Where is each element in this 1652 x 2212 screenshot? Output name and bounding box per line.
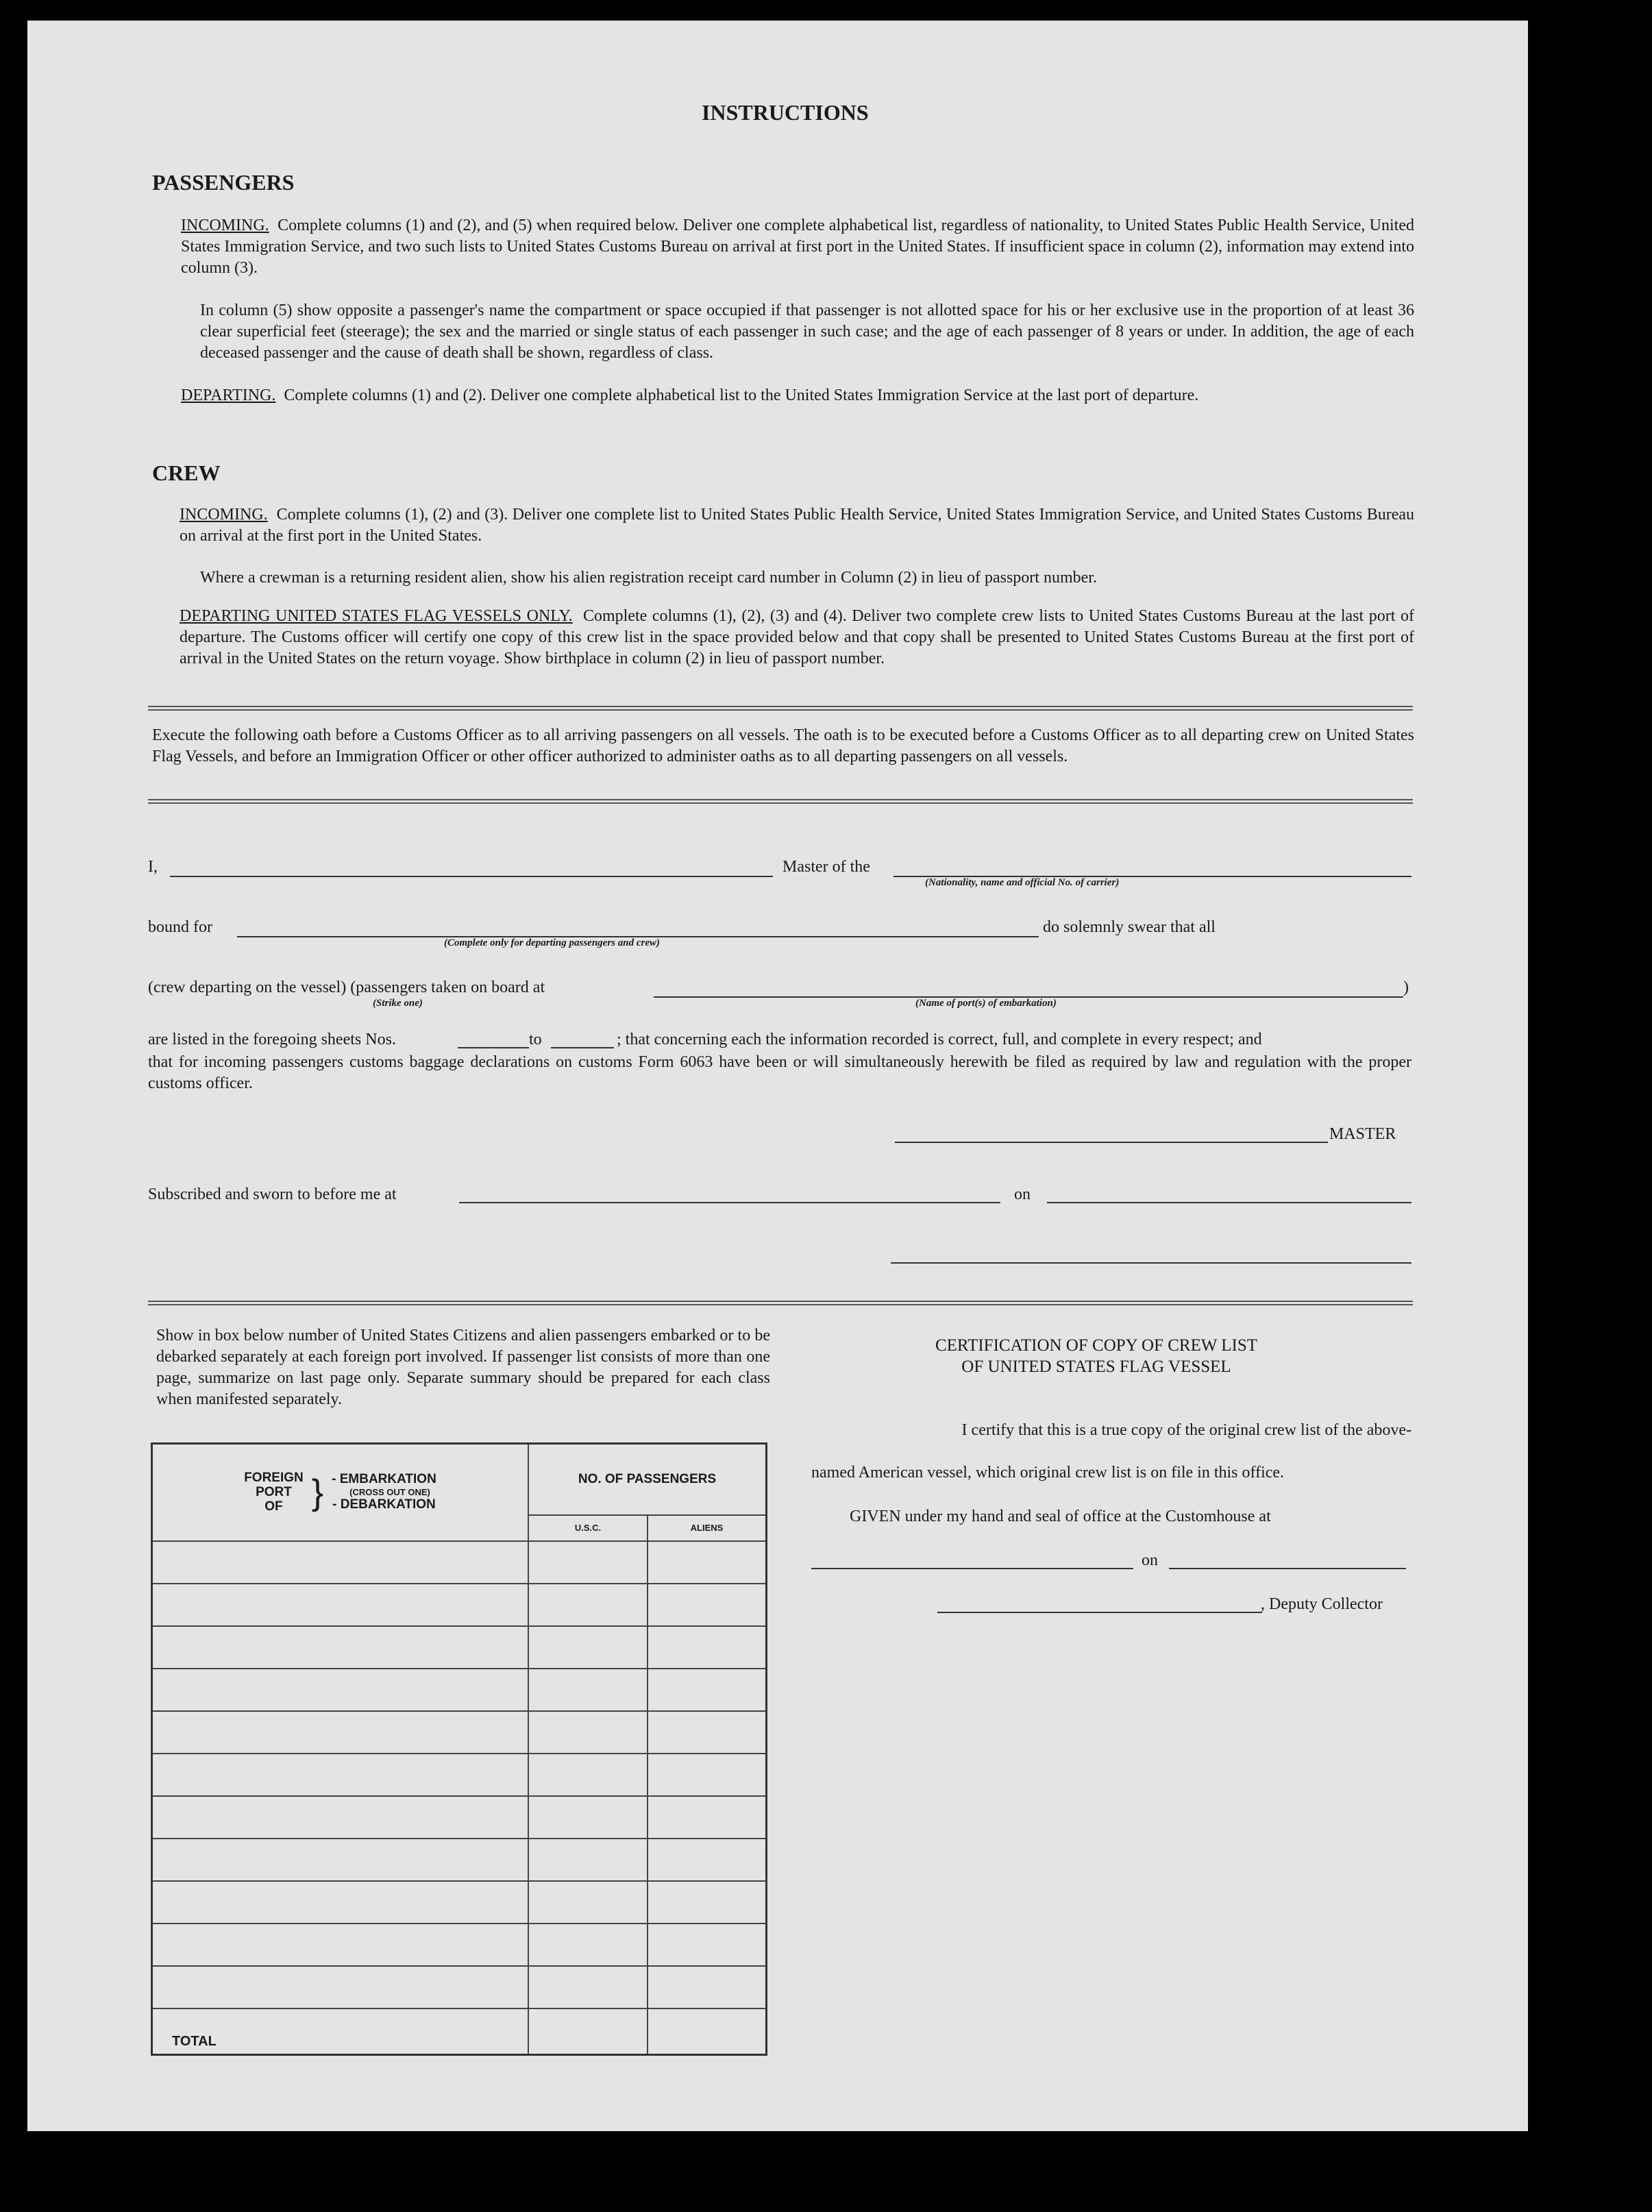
usc-cell[interactable] <box>528 1839 648 1881</box>
usc-cell[interactable] <box>528 1796 648 1839</box>
port-header-line: PORT <box>256 1485 292 1500</box>
port-cell[interactable] <box>152 1754 529 1796</box>
usc-cell[interactable] <box>528 1669 648 1711</box>
usc-cell[interactable] <box>528 1881 648 1924</box>
certification-date-field[interactable] <box>1169 1568 1406 1569</box>
certification-title <box>850 1335 1343 1377</box>
sworn-place-field[interactable] <box>459 1202 1000 1203</box>
oath-bound-for-label: bound for <box>148 918 212 936</box>
embarkation-header: - EMBARKATION <box>332 1472 436 1487</box>
port-cell[interactable] <box>152 1669 529 1711</box>
port-header-cell <box>152 1444 529 1541</box>
destination-field-caption: (Complete only for departing passengers and crew) <box>444 937 660 948</box>
oath-crew-passengers-text: (crew departing on the vessel) (passengers taken on board at <box>148 979 545 996</box>
crew-incoming-paragraph <box>180 504 1414 547</box>
aliens-cell[interactable] <box>648 1839 767 1881</box>
master-name-field[interactable] <box>170 876 773 877</box>
usc-cell[interactable] <box>528 1966 648 2008</box>
aliens-cell[interactable] <box>648 1924 767 1966</box>
sheet-to-field[interactable] <box>551 1047 614 1048</box>
aliens-cell[interactable] <box>648 1966 767 2008</box>
crew-departing-label: DEPARTING UNITED STATES FLAG VESSELS ONLY. <box>180 607 573 625</box>
embarkation-caption: (Name of port(s) of embarkation) <box>915 998 1057 1009</box>
usc-cell[interactable] <box>528 1924 648 1966</box>
deputy-signature-field[interactable] <box>937 1612 1262 1613</box>
oath-sheets-label: are listed in the foregoing sheets Nos. <box>148 1031 396 1048</box>
usc-cell[interactable] <box>528 1626 648 1669</box>
passengers-heading: PASSENGERS <box>152 170 295 195</box>
oath-master-of-label: Master of the <box>782 858 870 876</box>
certification-title-line: OF UNITED STATES FLAG VESSEL <box>961 1357 1231 1376</box>
crew-resident-alien-paragraph: Where a crewman is a returning resident alien, show his alien registration receipt card number in Column (2) in lieu of passport number. <box>200 569 1097 587</box>
master-signature-field[interactable] <box>895 1142 1328 1143</box>
port-cell[interactable] <box>152 1796 529 1839</box>
total-label: TOTAL <box>152 2008 529 2055</box>
summary-note: Show in box below number of United States Citizens and alien passengers embarked or to be debarked separately at each foreign port involved. If passenger list consists of more than one page, summarize on last page only. Separate summary should be prepared for each class when manifested separately. <box>156 1327 770 1408</box>
oath-instruction-paragraph: Execute the following oath before a Customs Officer as to all arriving passengers on all vessels. The oath is to be executed before a Customs Officer as to all departing crew on United States Flag Vessels, and before an Immigration Officer or other officer authorized to administer oaths as to all departing passengers on all vessels. <box>152 726 1414 765</box>
port-cell[interactable] <box>152 1924 529 1966</box>
certification-title-line: CERTIFICATION OF COPY OF CREW LIST <box>935 1336 1258 1355</box>
crew-heading: CREW <box>152 460 221 485</box>
embark-debark-header <box>332 1472 436 1512</box>
aliens-cell[interactable] <box>648 1711 767 1754</box>
divider <box>148 1301 1413 1305</box>
divider <box>148 706 1413 711</box>
port-cell[interactable] <box>152 1584 529 1626</box>
usc-header: U.S.C. <box>528 1515 648 1541</box>
passengers-incoming-paragraph <box>181 215 1414 279</box>
passengers-incoming-label: INCOMING. <box>181 217 269 234</box>
brace-icon: } <box>311 1472 324 1512</box>
sheet-from-field[interactable] <box>458 1047 529 1048</box>
customhouse-field[interactable] <box>811 1568 1133 1569</box>
port-cell[interactable] <box>152 1541 529 1584</box>
aliens-cell[interactable] <box>648 1541 767 1584</box>
on-label: on <box>1014 1185 1031 1203</box>
aliens-cell[interactable] <box>648 1626 767 1669</box>
divider <box>148 799 1413 804</box>
no-of-passengers-header: NO. OF PASSENGERS <box>528 1444 767 1515</box>
passengers-column5-paragraph: In column (5) show opposite a passenger's name the compartment or space occupied if that passenger is not allotted space for his or her exclusive use in the proportion of at least 36 clear superficial feet (steerage); the sex and the married or single status of each passenger in such case; and the age of each passenger of 8 years or under. In addition, the age of each deceased passenger and the cause of death shall be shown, regardless of class. <box>200 302 1414 362</box>
aliens-total-cell[interactable] <box>648 2008 767 2055</box>
oath-i-label: I, <box>148 858 158 876</box>
officer-signature-field[interactable] <box>891 1262 1411 1264</box>
certification-given: GIVEN under my hand and seal of office at the Customhouse at <box>850 1508 1271 1525</box>
usc-total-cell[interactable] <box>528 2008 648 2055</box>
aliens-cell[interactable] <box>648 1881 767 1924</box>
aliens-cell[interactable] <box>648 1754 767 1796</box>
crew-departing-paragraph <box>180 606 1414 669</box>
master-label: MASTER <box>1329 1125 1396 1143</box>
port-cell[interactable] <box>152 1881 529 1924</box>
passengers-incoming-text: Complete columns (1) and (2), and (5) when required below. Deliver one complete alphabetical list, regardless of nationality, to United States Public Health Service, United States Immigration Service, and two such lists to United States Customs Bureau on arrival at first port in the United States. If insufficient space in column (2), information may extend into column (3). <box>181 217 1414 277</box>
port-cell[interactable] <box>152 1966 529 2008</box>
aliens-header: ALIENS <box>648 1515 767 1541</box>
page-title: INSTRUCTIONS <box>702 100 869 125</box>
port-cell[interactable] <box>152 1626 529 1669</box>
subscribed-label: Subscribed and sworn to before me at <box>148 1185 397 1203</box>
certification-line1: I certify that this is a true copy of the original crew list of the above- <box>961 1421 1411 1439</box>
usc-cell[interactable] <box>528 1584 648 1626</box>
aliens-cell[interactable] <box>648 1796 767 1839</box>
aliens-cell[interactable] <box>648 1584 767 1626</box>
aliens-cell[interactable] <box>648 1669 767 1711</box>
foreign-port-header <box>244 1471 304 1514</box>
oath-to-label: to <box>529 1031 542 1048</box>
passengers-departing-text: Complete columns (1) and (2). Deliver one complete alphabetical list to the United States Immigration Service at the last port of departure. <box>284 386 1199 404</box>
crew-incoming-text: Complete columns (1), (2) and (3). Deliver one complete list to United States Public Health Service, United States Immigration Service, and United States Customs Bureau on arrival at the first port in the United States. <box>180 506 1414 545</box>
crew-departing-text: Complete columns (1), (2), (3) and (4). Deliver two complete crew lists to United States Customs Bureau at the last port of departure. The Customs officer will certify one copy of this crew list in the space provided below and that copy shall be presented to United States Customs Bureau at the first port of arrival in the United States on the return voyage. Show birthplace in column (2) in lieu of passport number. <box>180 607 1414 667</box>
crew-incoming-label: INCOMING. <box>180 506 268 524</box>
oath-swear-text: do solemnly swear that all <box>1043 918 1216 936</box>
port-header-line: FOREIGN <box>244 1471 304 1486</box>
deputy-collector-label: , Deputy Collector <box>1261 1595 1383 1613</box>
port-cell[interactable] <box>152 1839 529 1881</box>
debarkation-header: - DEBARKATION <box>332 1497 436 1512</box>
passengers-departing-label: DEPARTING. <box>181 386 276 404</box>
port-cell[interactable] <box>152 1711 529 1754</box>
cross-out-note: (CROSS OUT ONE) <box>349 1487 430 1498</box>
sworn-date-field[interactable] <box>1047 1202 1411 1203</box>
usc-cell[interactable] <box>528 1541 648 1584</box>
oath-concerning-text: ; that concerning each the information recorded is correct, full, and complete in every respect; and <box>617 1031 1262 1048</box>
certification-on-label: on <box>1142 1551 1158 1569</box>
passenger-summary-table <box>151 1442 767 2056</box>
passengers-departing-paragraph <box>181 385 1414 406</box>
usc-cell[interactable] <box>528 1711 648 1754</box>
strike-one-caption: (Strike one) <box>373 998 423 1009</box>
certification-line2: named American vessel, which original crew list is on file in this office. <box>811 1464 1285 1482</box>
oath-customs-text: that for incoming passengers customs baggage declarations on customs Form 6063 have been or will simultaneously herewith be filed as required by law and regulation with the proper customs officer. <box>148 1053 1411 1092</box>
usc-cell[interactable] <box>528 1754 648 1796</box>
carrier-field-caption: (Nationality, name and official No. of carrier) <box>925 877 1120 888</box>
port-header-line: OF <box>264 1499 283 1514</box>
oath-close-paren: ) <box>1403 979 1409 996</box>
